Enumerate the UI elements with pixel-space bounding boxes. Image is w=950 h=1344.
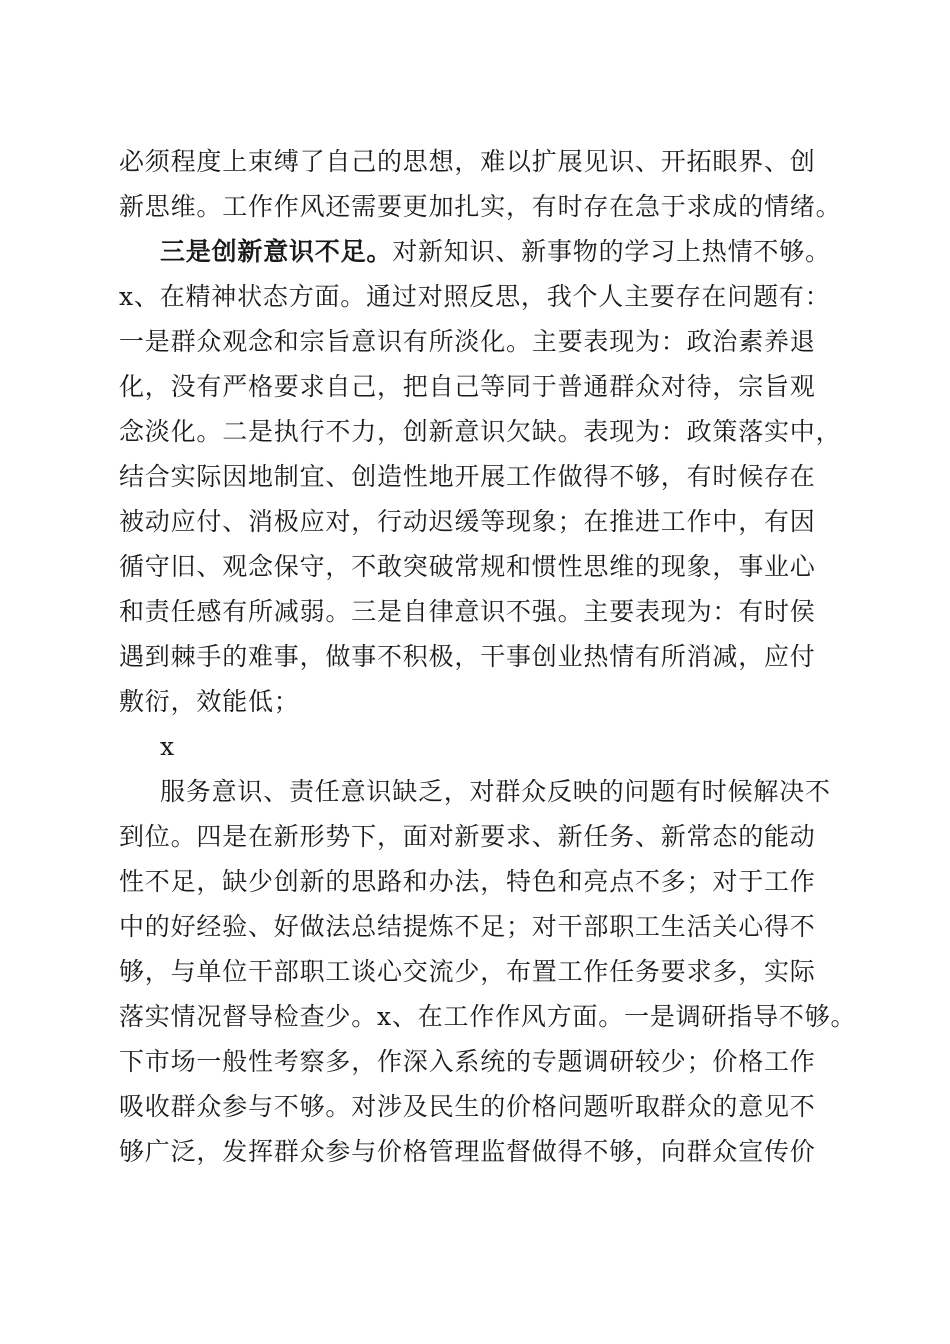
- text-line-1: 必须程度上束缚了自己的思想，难以扩展见识、开拓眼界、创: [119, 147, 816, 176]
- text-line-8: 结合实际因地制宜、创造性地开展工作做得不够，有时候存在: [119, 462, 816, 491]
- section-heading: 三是创新意识不足。: [160, 237, 393, 266]
- text-line-17: 性不足，缺少创新的思路和办法，特色和亮点不多；对于工作: [119, 867, 816, 896]
- text-line-14: x: [160, 732, 175, 761]
- text-line-2: 新思维。工作作风还需要更加扎实，有时存在急于求成的情绪。: [119, 192, 842, 221]
- text-line-19: 够，与单位干部职工谈心交流少，布置工作任务要求多，实际: [119, 957, 816, 986]
- text-line-9: 被动应付、消极应对，行动迟缓等现象；在推进工作中，有因: [119, 507, 816, 536]
- text-line-20: 落实情况督导检查少。x、在工作作风方面。一是调研指导不够。: [119, 1002, 857, 1031]
- text-line-22: 吸收群众参与不够。对涉及民生的价格问题听取群众的意见不: [119, 1092, 816, 1121]
- text-line-3-rest: 对新知识、新事物的学习上热情不够。: [392, 237, 831, 266]
- text-line-16: 到位。四是在新形势下，面对新要求、新任务、新常态的能动: [119, 822, 816, 851]
- text-line-5: 一是群众观念和宗旨意识有所淡化。主要表现为：政治素养退: [119, 327, 816, 356]
- text-line-3: [160, 236, 880, 268]
- text-line-6: 化，没有严格要求自己，把自己等同于普通群众对待，宗旨观: [119, 372, 816, 401]
- text-line-12: 遇到棘手的难事，做事不积极，干事创业热情有所消减，应付: [119, 642, 816, 671]
- text-line-23: 够广泛，发挥群众参与价格管理监督做得不够，向群众宣传价: [119, 1137, 816, 1166]
- text-line-13: 敷衍，效能低；: [119, 687, 300, 716]
- text-line-18: 中的好经验、好做法总结提炼不足；对干部职工生活关心得不: [119, 912, 816, 941]
- text-line-7: 念淡化。二是执行不力，创新意识欠缺。表现为：政策落实中，: [119, 417, 842, 446]
- text-line-21: 下市场一般性考察多，作深入系统的专题调研较少；价格工作: [119, 1047, 816, 1076]
- text-line-15: 服务意识、责任意识缺乏，对群众反映的问题有时候解决不: [160, 777, 831, 806]
- text-line-11: 和责任感有所减弱。三是自律意识不强。主要表现为：有时侯: [119, 597, 816, 626]
- text-line-10: 循守旧、观念保守，不敢突破常规和惯性思维的现象，事业心: [119, 552, 816, 581]
- text-line-4: x、在精神状态方面。通过对照反思，我个人主要存在问题有：: [119, 282, 831, 311]
